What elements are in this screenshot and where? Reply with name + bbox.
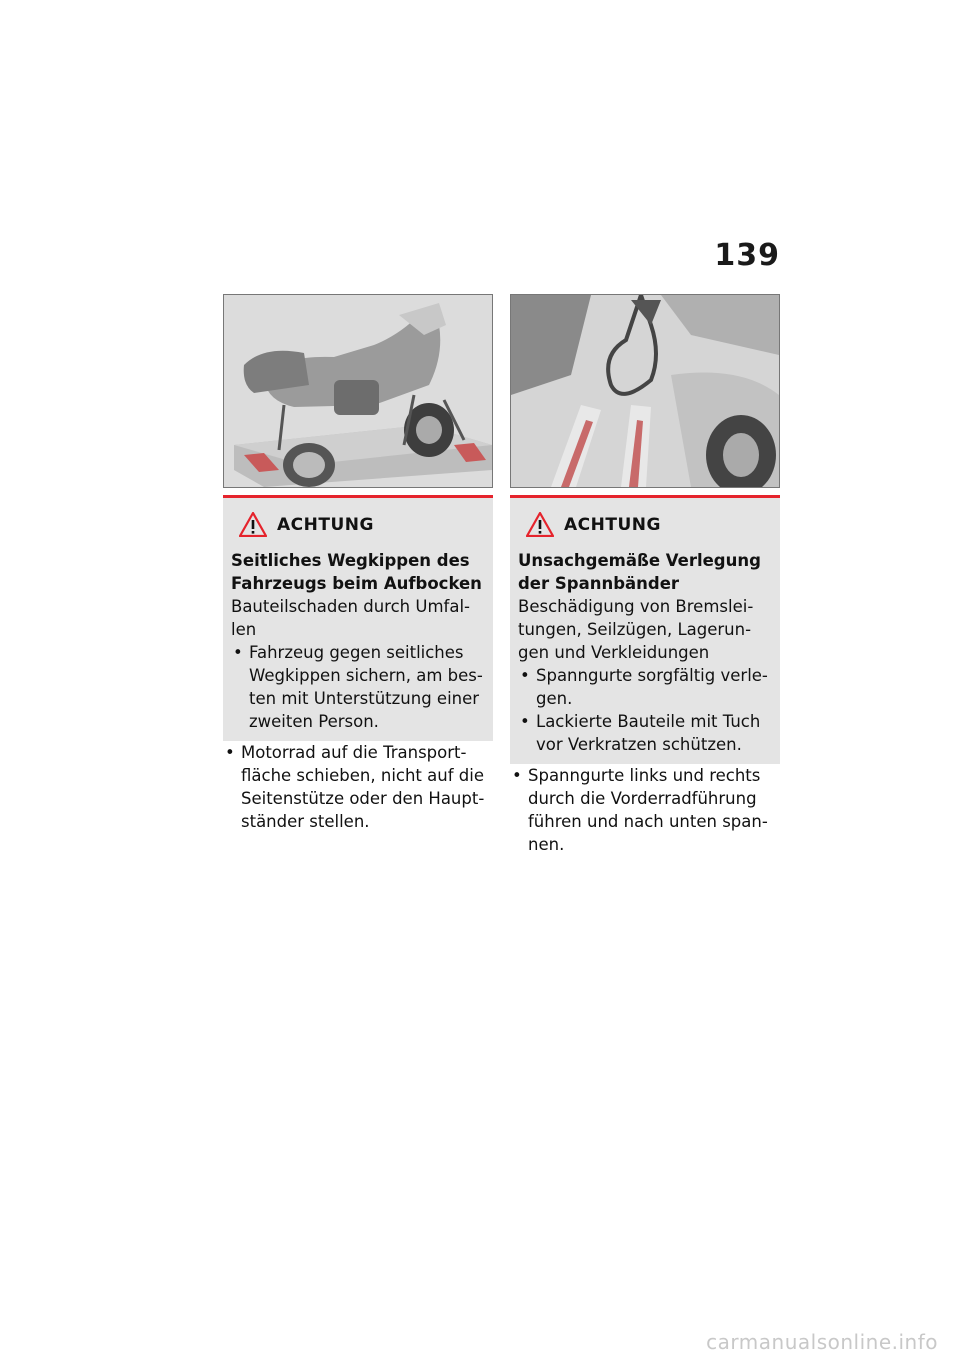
warning-measures <box>231 641 485 733</box>
warning-triangle-icon <box>526 512 554 537</box>
warning-text: Beschädigung von Bremslei-tungen, Seilzügen, Lagerun-gen und Verkleidungen <box>518 597 754 662</box>
warning-label: ACHTUNG <box>277 514 374 535</box>
warning-label: ACHTUNG <box>564 514 661 535</box>
page-number: 139 <box>714 238 780 273</box>
warning-box <box>510 495 780 764</box>
list-item: • Fahrzeug gegen seitliches Wegkippen sichern, am bes-ten mit Unterstützung einer zweiten Person. <box>231 641 485 733</box>
warning-box <box>223 495 493 741</box>
warning-title: Seitliches Wegkippen des Fahrzeugs beim Aufbocken <box>231 551 482 593</box>
strap-on-front-fork-illustration <box>511 295 779 487</box>
motorcycle-trailer-figure <box>223 294 493 488</box>
instruction-steps <box>510 764 780 856</box>
warning-title: Unsachgemäße Verlegung der Spannbänder <box>518 551 761 593</box>
watermark: carmanualsonline.info <box>706 1330 938 1354</box>
list-item: • Lackierte Bauteile mit Tuch vor Verkratzen schützen. <box>518 710 772 756</box>
list-item: • Motorrad auf die Transport-fläche schieben, nicht auf die Seitenstütze oder den Haupt-ständer stellen. <box>223 741 493 833</box>
instruction-steps <box>223 741 493 833</box>
left-column <box>223 294 493 833</box>
warning-text: Bauteilschaden durch Umfal-len <box>231 597 470 639</box>
list-item: • Spanngurte links und rechts durch die Vorderradführung führen und nach unten span-nen. <box>510 764 780 856</box>
warning-triangle-icon <box>239 512 267 537</box>
motorcycle-on-trailer-illustration <box>224 295 492 487</box>
list-item: • Spanngurte sorgfältig verle-gen. <box>518 664 772 710</box>
warning-measures <box>518 664 772 756</box>
right-column <box>510 294 780 856</box>
strap-fork-figure <box>510 294 780 488</box>
